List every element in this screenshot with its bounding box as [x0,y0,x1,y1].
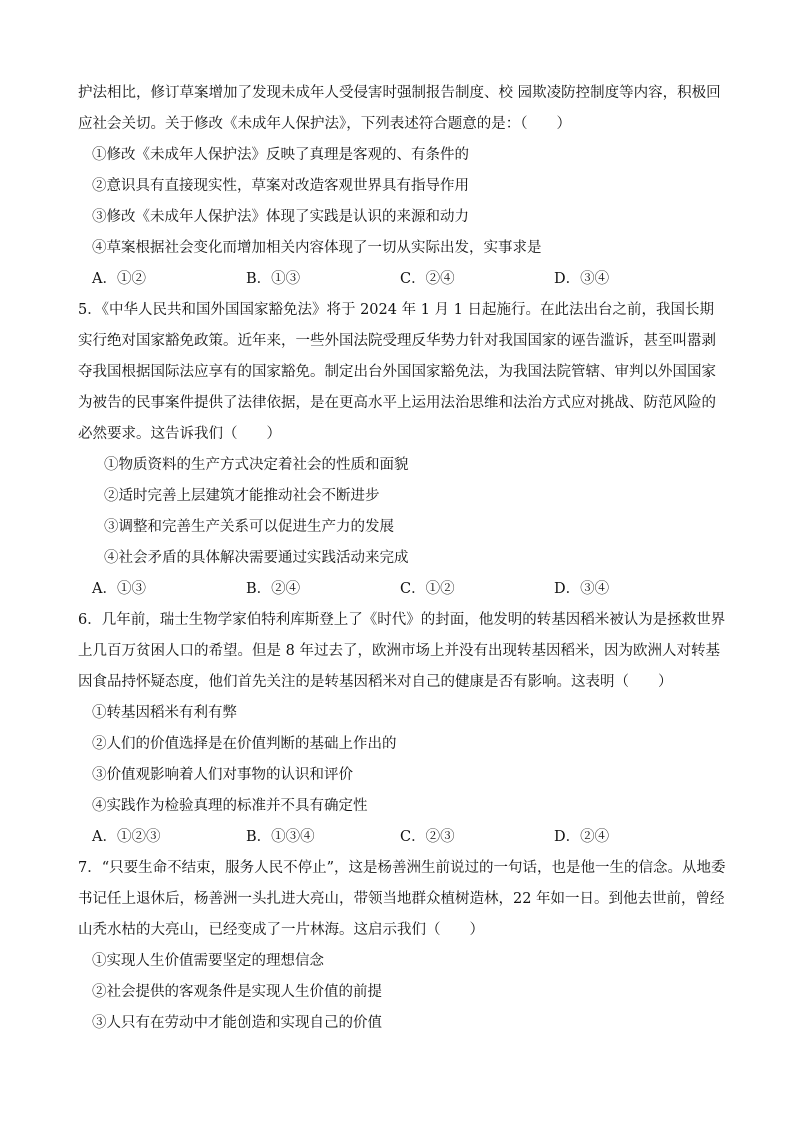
question-5-choice-c: C．①② [400,581,455,597]
question-7-stem: 7．“只要生命不结束，服务人民不停止”，这是杨善洲生前说过的一句话，也是他一生的信念。从地委书记任上退休后，杨善洲一头扎进大亮山，带领当地群众植树造林，22 年如一日。到他去世前，曾经山秃水枯的大亮山，已经变成了一片林海。这启示我们（ ） [78,860,726,938]
question-6-option-3: ③价值观影响着人们对事物的认识和评价 [92,767,353,783]
question-6-stem: 6．几年前，瑞士生物学家伯特利库斯登上了《时代》的封面，他发明的转基因稻米被认为是拯救世界上几百万贫困人口的希望。但是 8 年过去了，欧洲市场上并没有出现转基因稻米，因为欧洲人对转基因食品持怀疑态度，他们首先关注的是转基因稻米对自己的健康是否有影响。这表明（ ） [78,612,726,690]
question-4-choice-b: B．①③ [246,271,301,287]
question-4-choice-a: A．①② [92,271,146,287]
question-5-option-1: ①物质资料的生产方式决定着社会的性质和面貌 [104,457,409,473]
question-5-choice-d: D．③④ [554,581,610,597]
question-4-choices [78,264,726,295]
question-4-option-2: ②意识具有直接现实性，草案对改造客观世界具有指导作用 [92,178,469,194]
question-5-choices [78,574,726,605]
question-6-choice-c: C．②③ [400,829,455,845]
question-6-option-4: ④实践作为检验真理的标准并不具有确定性 [92,798,368,814]
question-6-choice-a: A．①②③ [92,829,161,845]
question-5-choice-b: B．②④ [246,581,301,597]
question-4-choice-c: C．②④ [400,271,455,287]
question-5-option-4: ④社会矛盾的具体解决需要通过实践活动来完成 [104,550,409,566]
question-4-option-3: ③修改《未成年人保护法》体现了实践是认识的来源和动力 [92,209,469,225]
question-5-stem: 5．《中华人民共和国外国国家豁免法》将于 2024 年 1 月 1 日起施行。在此法出台之前，我国长期实行绝对国家豁免政策。近年来，一些外国法院受理反华势力针对我国国家的诬告滥诉，甚至叫嚣剥夺我国根据国际法应享有的国家豁免。制定出台外国国家豁免法，为我国法院管辖、审判以外国国家为被告的民事案件提供了法律依据，是在更高水平上运用法治思维和法治方式应对挑战、防范风险的必然要求。这告诉我们（ ） [78,302,716,442]
question-6-option-2: ②人们的价值选择是在价值判断的基础上作出的 [92,736,397,752]
question-4-option-1: ①修改《未成年人保护法》反映了真理是客观的、有条件的 [92,147,469,163]
question-7-option-2: ②社会提供的客观条件是实现人生价值的前提 [92,984,382,1000]
question-5-option-3: ③调整和完善生产关系可以促进生产力的发展 [104,519,394,535]
question-4-stem: 护法相比，修订草案增加了发现未成年人受侵害时强制报告制度、校 园欺凌防控制度等内容，积极回应社会关切。关于修改《未成年人保护法》，下列表述符合题意的是：（ ） [78,85,721,132]
document-content [78,78,726,1039]
question-5-choice-a: A．①③ [92,581,146,597]
question-4-option-4: ④草案根据社会变化而增加相关内容体现了一切从实际出发，实事求是 [92,240,542,256]
question-7-option-3: ③人只有在劳动中才能创造和实现自己的价值 [92,1015,382,1031]
question-4-choice-d: D．③④ [554,271,610,287]
question-6-choice-d: D．②④ [554,829,610,845]
question-6-option-1: ①转基因稻米有利有弊 [92,705,237,721]
question-6-choice-b: B．①③④ [246,829,315,845]
question-6-choices [78,822,726,853]
question-5-option-2: ②适时完善上层建筑才能推动社会不断进步 [104,488,380,504]
question-7-option-1: ①实现人生价值需要坚定的理想信念 [92,953,324,969]
